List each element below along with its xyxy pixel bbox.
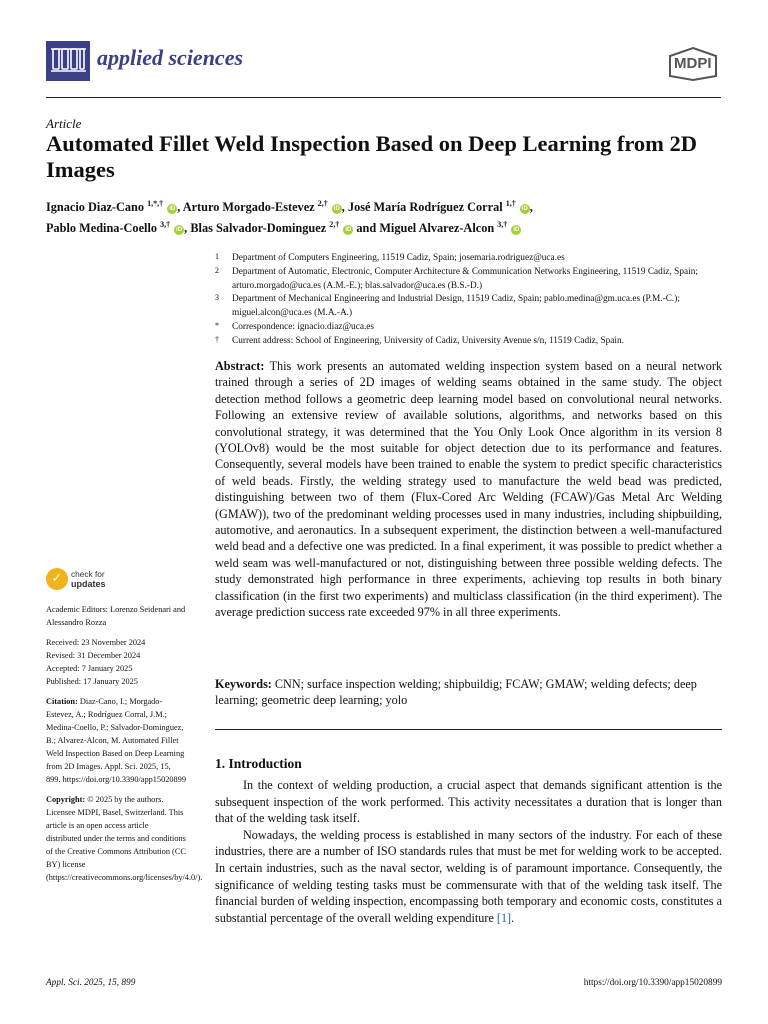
section-heading: 1. Introduction [215, 756, 302, 771]
copyright-text: © 2025 by the authors. Licensee MDPI, Basel, Switzerland. This article is an open access article distributed under the terms and conditions of the Creative Commons Attribution (CC BY) license (https://creativecommons.org/licenses/by/4.0/). [46, 795, 203, 882]
citation [46, 695, 186, 786]
author-name: José María Rodríguez Corral [347, 200, 503, 214]
copyright [46, 793, 203, 884]
citation-link[interactable]: [1] [496, 910, 512, 925]
author-superscript: 1,*,† [147, 198, 164, 208]
paragraph [215, 827, 722, 927]
revised-date: Revised: 31 December 2024 [46, 651, 141, 660]
section-divider [215, 729, 722, 730]
abstract-text: This work presents an automated welding inspection system based on a neural network trained through a series of 2D images of welding seams obtained in the same study. The object detection method follows a geometric deep learning model based on convolutional neural networks. Following an extensive review of available solutions, algorithms, and networks based on this convolutional strategy, it was determined that the You Only Look Once algorithm in its version 8 (YOLOv8) would be the most suitable for object detection due to its performance and features. Consequently, several models have been trained to enable the system to predict specific characteristics of weld beads. Firstly, the welding strategy used to manufacture the weld bead was predicted, distinguishing between two of them (Flux-Cored Arc Welding (FCAW)/Gas Metal Arc Welding (GMAW)), two of the predominant welding processes used in many industries, including shipbuilding, automotive, and aeronautics. In a subsequent experiment, the distinction between a well-manufactured weld bead and a defective one was predicted. In a final experiment, it was possible to predict whether a weld seam was well-manufactured or not, distinguishing between three possible welding defects. The study demonstrated high performance in three experiments, achieving top results in both binary classification (in the first two experiments) and multiclass classification (in the third experiment). The average prediction success rate exceeded 97% in all three experiments. [215, 359, 723, 620]
author-name: Miguel Alvarez-Alcon [379, 221, 495, 235]
keywords [215, 676, 722, 709]
keywords-label: Keywords: [215, 677, 272, 691]
journal-name: applied sciences [97, 45, 244, 70]
footer-doi-link[interactable]: https://doi.org/10.3390/app15020899 [583, 978, 722, 988]
affiliation-item [215, 335, 725, 349]
publisher-name: MDPI [674, 55, 712, 72]
author-name: Arturo Morgado-Estevez [182, 200, 315, 214]
author-superscript: 2,† [317, 198, 328, 208]
affiliation-text: Current address: School of Engineering, University of Cadiz, University Avenue s/n, 11519 Cadiz, Spain. [232, 335, 624, 346]
article-type: Article [46, 116, 82, 131]
check-for-updates-label [71, 569, 106, 589]
orcid-icon[interactable]: iD [521, 206, 528, 212]
affiliation-mark: 1 [215, 252, 219, 261]
affiliation-item [215, 266, 725, 294]
author-superscript: 3,† [497, 219, 508, 229]
academic-editors: Academic Editors: Lorenzo Seidenari and Alessandro Rozza [46, 605, 186, 627]
paragraph-text: Nowadays, the welding process is established in many sectors of the industry. For each of these industries, there are a number of ISO standards rules that must be met for welding work to be accepted. In certain industries, such as the naval sector, welding is of paramount importance. Consequently, the significance of welding testing tasks must be commensurate with that of the welding task itself. The financial burden of welding inspection, encompassing both temporary and economic costs, constitutes a substantial percentage of the overall welding expenditure [215, 827, 722, 925]
footer-citation: Appl. Sci. 2025, 15, 899 [46, 978, 136, 988]
orcid-icon[interactable]: iD [513, 227, 520, 233]
check-line-2: updates [71, 579, 106, 589]
affiliation-item [215, 321, 725, 335]
affiliation-text: Correspondence: ignacio.diaz@uca.es [232, 321, 375, 332]
header-divider [46, 97, 721, 98]
author-list: Ignacio Diaz-Cano $^{1,*,\dagger}$ iD , Arturo Morgado-Estevez $^{2,\dagger}$ iD , José María Rodríguez Corral $^{1,\dagger}$ iD , Pablo Medina-Coello $^{3,\dagger}$ iD , Blas Salvador-Dominguez $^{2,\dagger}$ iD and Miguel Alvarez-Alcon $^{3,\dagger}$ iD [46, 198, 533, 235]
author-name: Blas Salvador-Dominguez [190, 221, 327, 235]
journal-logo-icon [46, 41, 90, 81]
check-for-updates-button[interactable] [46, 568, 146, 592]
citation-text: Diaz-Cano, I.; Morgado-Estevez, A.; Rodríguez Corral, J.M.; Medina-Coello, P.; Salvador-Dominguez, B.; Alvarez-Alcon, M. Automated Fillet Weld Inspection Based on Deep Learning from 2D Images. Appl. Sci. 2025, 15, 899. https://doi.org/10.3390/app15020899 [46, 697, 186, 784]
affiliations [215, 252, 725, 349]
citation-label: Citation: [46, 697, 78, 706]
checkmark-icon: ✓ [46, 568, 68, 590]
affiliation-mark: 3 [215, 293, 219, 303]
affiliation-item [215, 293, 725, 321]
affiliation-text: Department of Automatic, Electronic, Computer Architecture & Communication Networks Engineering, 11519 Cadiz, Spain; arturo.morgado@uca.es (A.M.-E.); blas.salvador@uca.es (B.S.-D.) [232, 266, 698, 291]
article-title: Automated Fillet Weld Inspection Based on Deep Learning from 2D Images [46, 131, 698, 182]
orcid-icon[interactable]: iD [176, 227, 183, 233]
dates [46, 636, 186, 688]
author-name: Ignacio Diaz-Cano [46, 200, 145, 214]
affiliation-mark: † [215, 334, 219, 344]
orcid-icon[interactable]: iD [169, 206, 176, 212]
orcid-icon[interactable]: iD [333, 206, 340, 212]
affiliation-text: Department of Mechanical Engineering and Industrial Design, 11519 Cadiz, Spain; pablo.medina@gm.uca.es (P.M.-C.); miguel.alcon@uca.es (M.A.-A.) [232, 294, 680, 319]
affiliation-text: Department of Computers Engineering, 11519 Cadiz, Spain; josemaria.rodriguez@uca.es [232, 253, 565, 263]
affiliation-item [215, 252, 725, 266]
received-date: Received: 23 November 2024 [46, 638, 146, 647]
keywords-text: CNN; surface inspection welding; shipbuildig; FCAW; GMAW; welding defects; deep learning; geometric deep learning; yolo [215, 677, 697, 708]
sidebar [46, 603, 203, 891]
check-line-1: check for [71, 569, 105, 579]
author-name: Pablo Medina-Coello [46, 221, 158, 235]
accepted-date: Accepted: 7 January 2025 [46, 664, 133, 673]
author-superscript: 2,† [329, 219, 340, 229]
paragraph: In the context of welding production, a crucial aspect that demands significant attention is the subsequent inspection of the work performed. This activity necessitates a duration that is longer than that of the welding task itself. [215, 778, 722, 826]
paragraph-end: . [511, 910, 515, 925]
published-date: Published: 17 January 2025 [46, 677, 138, 686]
abstract-label: Abstract: [215, 359, 265, 373]
affiliation-mark: 2 [215, 265, 219, 275]
author-superscript: 3,† [160, 219, 171, 229]
affiliation-mark: * [215, 320, 219, 330]
copyright-label: Copyright: [46, 795, 86, 804]
author-superscript: 1,† [505, 198, 516, 208]
orcid-icon[interactable]: iD [345, 227, 352, 233]
introduction-body [215, 777, 722, 926]
abstract [215, 358, 722, 621]
publisher-logo [662, 46, 724, 82]
